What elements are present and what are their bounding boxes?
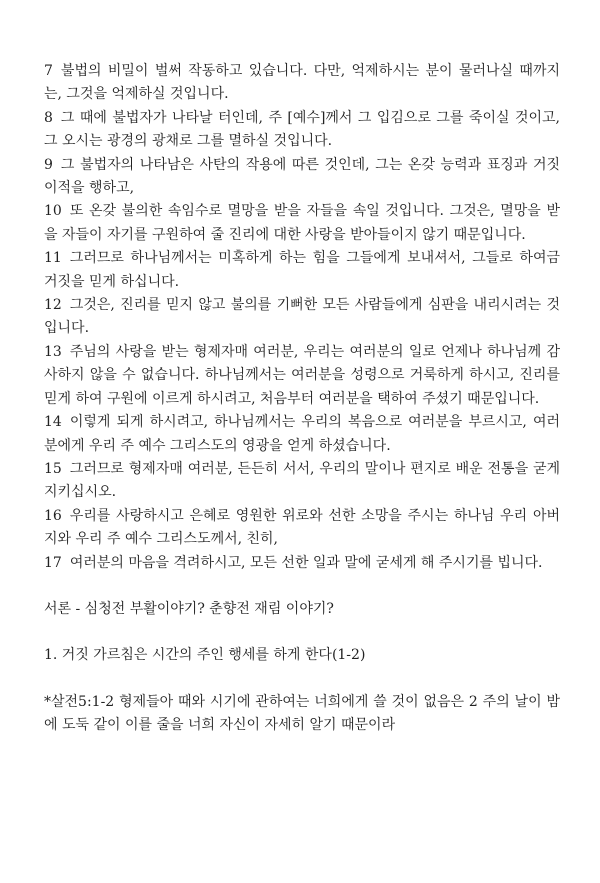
verse-text: 우리를 사랑하시고 은혜로 영원한 위로와 선한 소망을 주시는 하나님 우리 아버지와 우리 주 예수 그리스도께서, 친히,	[44, 507, 560, 548]
verse-11	[44, 247, 560, 294]
scripture-reference: *살전5:1-2 형제들아 때와 시기에 관하여는 너희에게 쓸 것이 없음은 2 주의 날이 밤에 도둑 같이 이를 줄을 너희 자신이 자세히 알기 때문이라	[44, 693, 560, 734]
verse-text: 그 불법자의 나타남은 사탄의 작용에 따른 것인데, 그는 온갖 능력과 표징과 거짓 이적을 행하고,	[44, 156, 560, 197]
verse-number: 16	[44, 507, 62, 524]
verse-text: 그 때에 불법자가 나타날 터인데, 주 [예수]께서 그 입김으로 그를 죽이실 것이고, 그 오시는 광경의 광채로 그를 멸하실 것입니다.	[44, 109, 560, 150]
spacer	[44, 668, 560, 691]
verse-17	[44, 552, 560, 575]
verse-text: 그러므로 하나님께서는 미혹하게 하는 힘을 그들에게 보내셔서, 그들로 하여금 거짓을 믿게 하십니다.	[44, 250, 560, 290]
verse-number: 13	[44, 343, 62, 360]
verse-list	[44, 60, 560, 575]
spacer	[44, 621, 560, 644]
verse-10	[44, 200, 560, 247]
verse-7	[44, 60, 560, 107]
section-heading: 1. 거짓 가르침은 시간의 주인 행세를 하게 한다(1-2)	[44, 647, 366, 664]
verse-text: 주님의 사랑을 받는 형제자매 여러분, 우리는 여러분의 일로 언제나 하나님께 감사하지 않을 수 없습니다. 하나님께서는 여러분을 성령으로 거룩하게 하시고, 진리를 믿게 하여 구원에 이르게 하시려고, 처음부터 여러분을 택하여 주셨기 때문입니다.	[44, 343, 560, 407]
verse-12	[44, 294, 560, 341]
verse-text: 불법의 비밀이 벌써 작동하고 있습니다. 다만, 억제하시는 분이 물러나실 때까지는, 그것을 억제하실 것입니다.	[44, 63, 560, 103]
verse-text: 이렇게 되게 하시려고, 하나님께서는 우리의 복음으로 여러분을 부르시고, 여러분에게 우리 주 예수 그리스도의 영광을 얻게 하셨습니다.	[44, 414, 560, 454]
verse-number: 12	[44, 297, 62, 314]
verse-16	[44, 505, 560, 552]
intro-heading: 서론 - 심청전 부활이야기? 춘향전 재림 이야기?	[44, 600, 334, 617]
verse-number: 11	[44, 250, 62, 267]
verse-text: 그러므로 형제자매 여러분, 든든히 서서, 우리의 말이나 편지로 배운 전통을 굳게 지키십시오.	[44, 460, 560, 501]
verse-number: 17	[44, 554, 62, 571]
verse-text: 그것은, 진리를 믿지 않고 불의를 기뻐한 모든 사람들에게 심판을 내리시려는 것입니다.	[44, 297, 560, 337]
verse-text: 또 온갖 불의한 속임수로 멸망을 받을 자들을 속일 것입니다. 그것은, 멸망을 받을 자들이 자기를 구원하여 줄 진리에 대한 사랑을 받아들이지 않기 때문입니다.	[44, 203, 560, 243]
spacer	[44, 575, 560, 598]
verse-13	[44, 341, 560, 411]
verse-number: 9	[44, 156, 53, 173]
verse-number: 7	[44, 63, 53, 79]
verse-number: 14	[44, 414, 62, 431]
verse-14	[44, 411, 560, 458]
verse-number: 8	[44, 109, 53, 126]
verse-15	[44, 458, 560, 505]
verse-text: 여러분의 마음을 격려하시고, 모든 선한 일과 말에 굳세게 해 주시기를 빕니다.	[69, 554, 543, 571]
verse-number: 15	[44, 460, 62, 477]
verse-8	[44, 107, 560, 154]
verse-9	[44, 154, 560, 201]
document-page	[44, 60, 560, 738]
verse-number: 10	[44, 203, 62, 220]
